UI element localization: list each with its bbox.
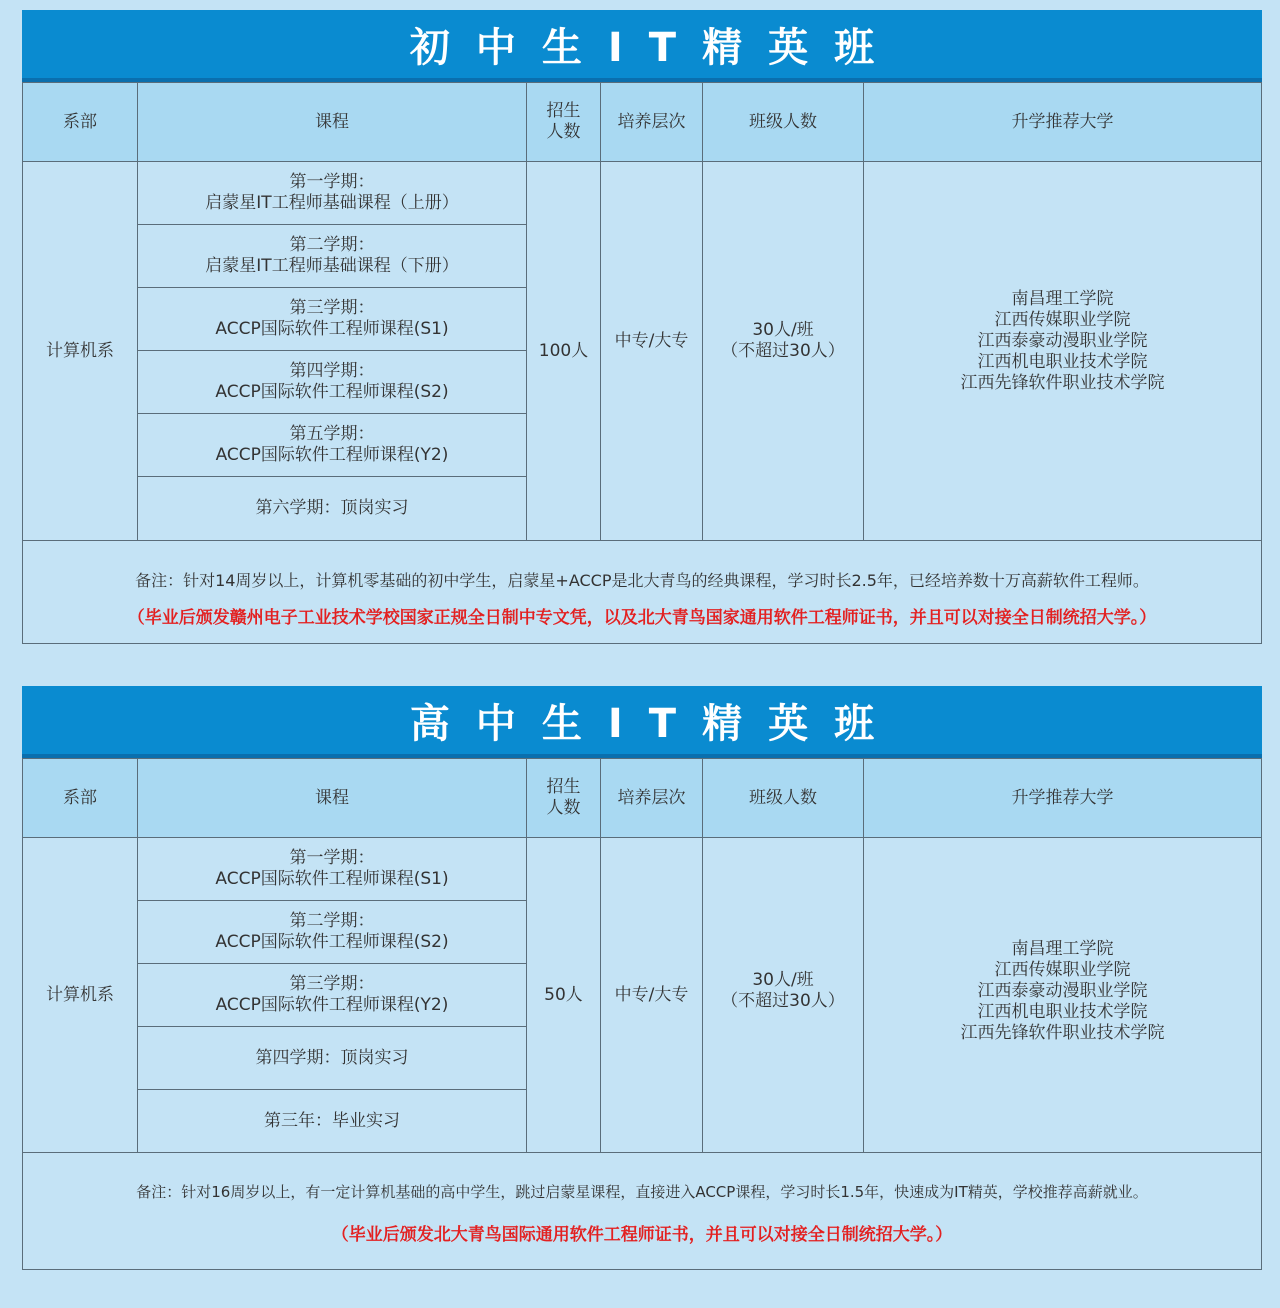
university-item: 江西机电职业技术学院 — [977, 351, 1148, 372]
table-header-row — [23, 83, 1262, 162]
enrollment-cell: 100人 — [527, 162, 601, 541]
universities-cell — [864, 838, 1262, 1153]
class-size-cell: 30人/班 （不超过30人） — [703, 838, 864, 1153]
header-class-size: 班级人数 — [703, 83, 864, 162]
section-title: 高中生IT精英班 — [409, 700, 901, 747]
course-cell: 第一学期： 启蒙星IT工程师基础课程（上册） — [138, 162, 527, 225]
university-item: 江西传媒职业学院 — [994, 959, 1131, 980]
course-table — [22, 82, 1262, 541]
header-universities: 升学推荐大学 — [864, 83, 1262, 162]
section-senior — [22, 686, 1262, 1270]
section-title: 初中生IT精英班 — [409, 24, 901, 71]
department-cell: 计算机系 — [23, 162, 138, 541]
course-cell: 第一学期： ACCP国际软件工程师课程(S1) — [138, 838, 527, 901]
header-universities: 升学推荐大学 — [864, 759, 1262, 838]
university-item: 南昌理工学院 — [1011, 288, 1114, 309]
header-enrollment: 招生人数 — [527, 759, 601, 838]
header-department: 系部 — [23, 83, 138, 162]
note-box — [22, 541, 1262, 644]
note-box — [22, 1153, 1262, 1270]
university-item: 江西机电职业技术学院 — [977, 1001, 1148, 1022]
course-cell: 第三学期： ACCP国际软件工程师课程(Y2) — [138, 964, 527, 1027]
course-table — [22, 758, 1262, 1153]
course-cell: 第四学期：顶岗实习 — [138, 1027, 527, 1090]
department-cell: 计算机系 — [23, 838, 138, 1153]
course-cell: 第三年：毕业实习 — [138, 1090, 527, 1153]
note-highlight: （毕业后颁发赣州电子工业技术学校国家正规全日制中专文凭，以及北大青鸟国家通用软件工程师证书，并且可以对接全日制统招大学。） — [127, 608, 1157, 628]
course-cell: 第二学期： ACCP国际软件工程师课程(S2) — [138, 901, 527, 964]
note-highlight: （毕业后颁发北大青鸟国际通用软件工程师证书，并且可以对接全日制统招大学。） — [331, 1225, 953, 1245]
course-cell: 第四学期： ACCP国际软件工程师课程(S2) — [138, 351, 527, 414]
header-course: 课程 — [138, 83, 527, 162]
section-title-banner — [22, 10, 1262, 82]
header-course: 课程 — [138, 759, 527, 838]
course-cell: 第五学期： ACCP国际软件工程师课程(Y2) — [138, 414, 527, 477]
class-size-cell: 30人/班 （不超过30人） — [703, 162, 864, 541]
university-item: 江西先锋软件职业技术学院 — [960, 1022, 1165, 1043]
header-department: 系部 — [23, 759, 138, 838]
university-item: 江西泰豪动漫职业学院 — [977, 980, 1148, 1001]
university-item: 江西泰豪动漫职业学院 — [977, 330, 1148, 351]
enrollment-cell: 50人 — [527, 838, 601, 1153]
note-text: 备注：针对16周岁以上，有一定计算机基础的高中学生，跳过启蒙星课程，直接进入ACCP课程，学习时长1.5年，快速成为IT精英，学校推荐高薪就业。 — [136, 1183, 1148, 1201]
section-junior — [22, 10, 1262, 644]
universities-cell — [864, 162, 1262, 541]
course-cell: 第二学期： 启蒙星IT工程师基础课程（下册） — [138, 225, 527, 288]
university-item: 江西先锋软件职业技术学院 — [960, 372, 1165, 393]
university-item: 南昌理工学院 — [1011, 938, 1114, 959]
level-cell: 中专/大专 — [601, 162, 703, 541]
note-text: 备注：针对14周岁以上，计算机零基础的初中学生，启蒙星+ACCP是北大青鸟的经典课程，学习时长2.5年，已经培养数十万高薪软件工程师。 — [135, 571, 1149, 590]
course-cell: 第六学期：顶岗实习 — [138, 477, 527, 541]
level-cell: 中专/大专 — [601, 838, 703, 1153]
header-class-size: 班级人数 — [703, 759, 864, 838]
section-title-banner — [22, 686, 1262, 758]
header-enrollment: 招生人数 — [527, 83, 601, 162]
course-cell: 第三学期： ACCP国际软件工程师课程(S1) — [138, 288, 527, 351]
header-level: 培养层次 — [601, 759, 703, 838]
table-header-row — [23, 759, 1262, 838]
header-level: 培养层次 — [601, 83, 703, 162]
university-item: 江西传媒职业学院 — [994, 309, 1131, 330]
